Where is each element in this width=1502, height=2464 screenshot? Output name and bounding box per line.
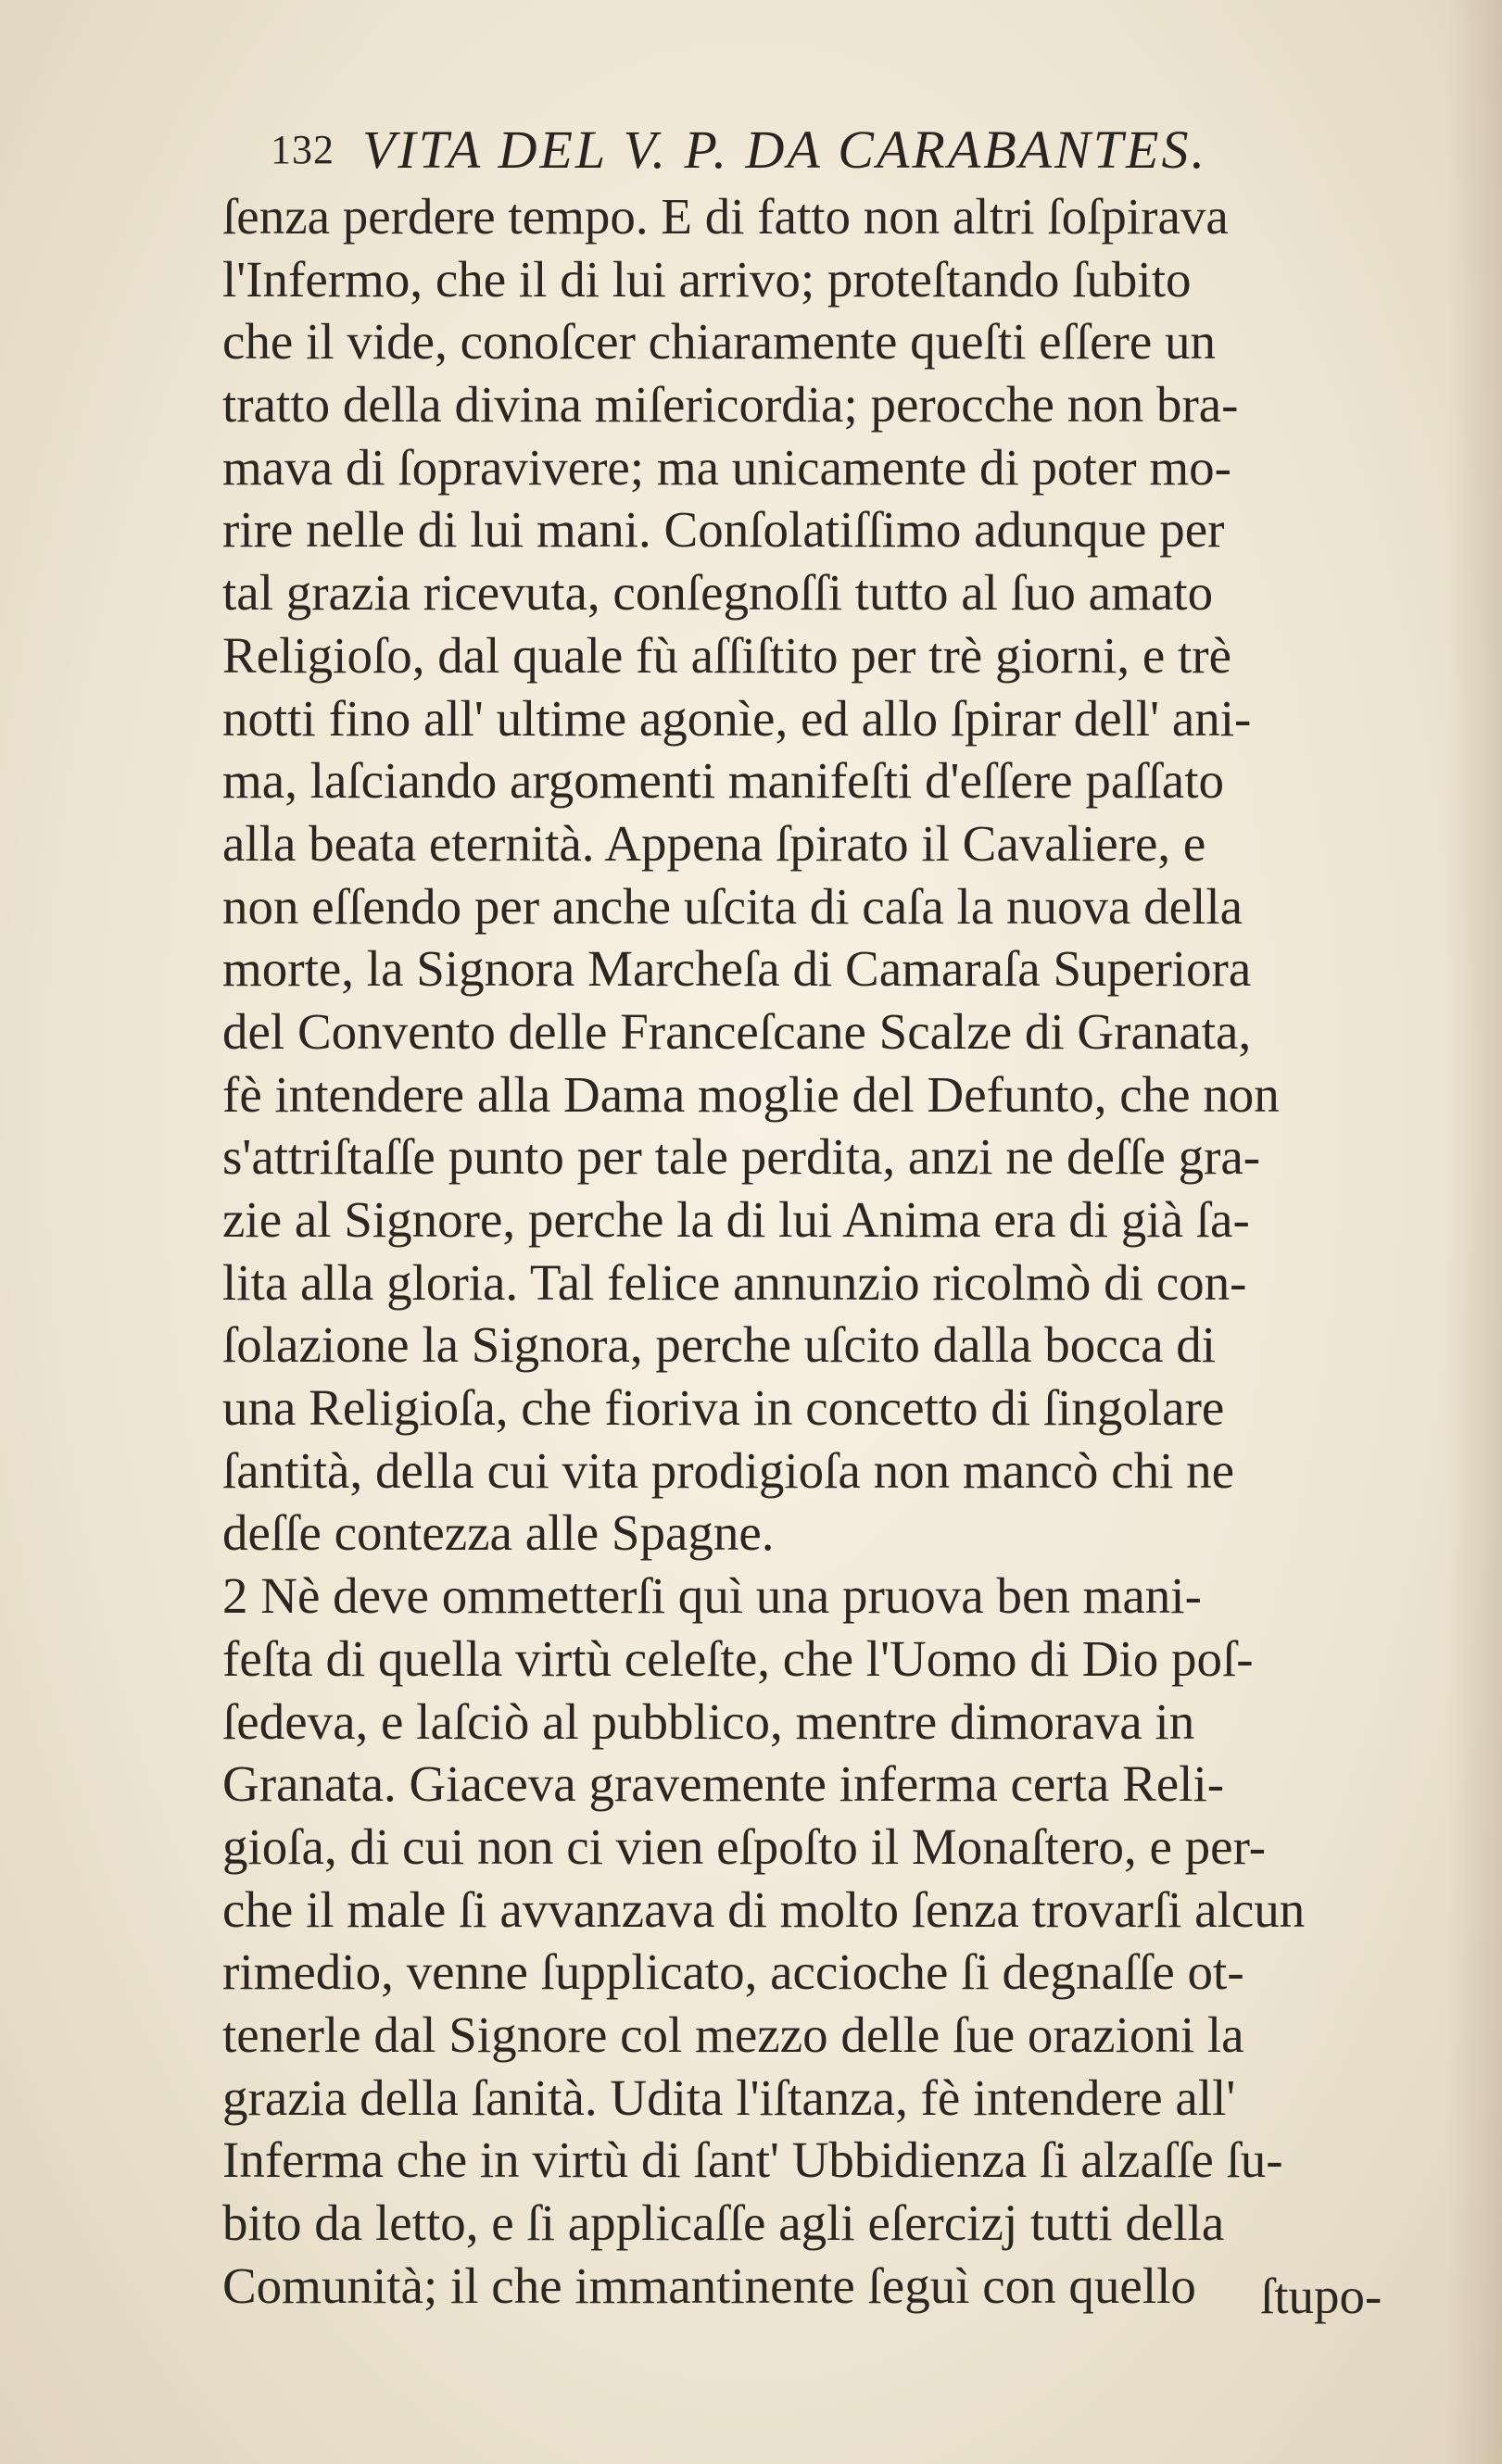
text-line: che il male ſi avvanzava di molto ſenza trovarſi alcun [222,1880,1306,1938]
text-line: ſantità, della cui vita prodigioſa non mancò chi ne [222,1441,1235,1499]
page-number: 132 [271,127,334,172]
paragraph-start-line: 2 Nè deve ommetterſi quì una pruova ben mani- [222,1567,1202,1625]
text-line: zie al Signore, perche la di lui Anima era di già ſa- [222,1191,1250,1248]
text-line: ſenza perdere tempo. E di fatto non altri ſoſpirava [222,188,1229,245]
text-line: non eſſendo per anche uſcita di caſa la nuova della [222,877,1243,935]
running-title: VITA DEL V. P. DA CARABANTES. [362,119,1207,180]
text-line: una Religioſa, che fioriva in concetto di ſingolare [222,1379,1225,1437]
text-line: l'Infermo, che il di lui arrivo; proteſtando ſubito [222,250,1192,308]
text-line: rimedio, venne ſupplicato, accioche ſi degnaſſe ot- [222,1943,1244,2001]
running-head [271,119,1475,185]
text-line: Granata. Giaceva gravemente inferma certa Reli- [222,1755,1225,1813]
text-line: ma, laſciando argomenti manifeſti d'eſſere paſſato [222,752,1224,810]
text-line: feſta di quella virtù celeſte, che l'Uomo di Dio poſ- [222,1629,1254,1687]
text-line: bito da letto, e ſi applicaſſe agli eſercizj tutti della [222,2194,1225,2251]
text-line: notti fino all' ultime agonìe, ed allo ſpirar dell' ani- [222,689,1252,747]
text-line: tal grazia ricevuta, conſegnoſſi tutto al ſuo amato [222,564,1214,622]
text-line: Comunità; il che immantinente ſeguì con quello [222,2257,1196,2314]
text-line: tenerle dal Signore col mezzo delle ſue orazioni la [222,2005,1244,2063]
text-line: s'attriſtaſſe punto per tale perdita, anzi ne deſſe gra- [222,1128,1261,1186]
text-line: ſolazione la Signora, perche uſcito dalla bocca di [222,1316,1217,1374]
text-line: Inferma che in virtù di ſant' Ubbidienza ſi alzaſſe ſu- [222,2131,1283,2189]
body-text [222,185,1483,2317]
text-line: deſſe contezza alle Spagne. [222,1504,775,1562]
text-line: Religioſo, dal quale fù aſſiſtito per trè giorni, e trè [222,626,1231,684]
text-line: del Convento delle Franceſcane Scalze di Granata, [222,1002,1252,1060]
text-line: gioſa, di cui non ci vien eſpoſto il Monaſtero, e per- [222,1817,1267,1875]
text-line: alla beata eternità. Appena ſpirato il Cavaliere, e [222,814,1206,872]
text-line: che il vide, conoſcer chiaramente queſti eſſere un [222,313,1216,371]
text-line: fè intendere alla Dama moglie del Defunto, che non [222,1065,1280,1123]
text-line: ſedeva, e laſciò al pubblico, mentre dimorava in [222,1692,1195,1750]
text-line: grazia della ſanità. Udita l'iſtanza, fè intendere all' [222,2068,1236,2126]
text-line: lita alla gloria. Tal felice annunzio ricolmò di con- [222,1253,1247,1311]
text-line: tratto della divina miſericordia; perocche non bra- [222,376,1239,434]
text-line: rire nelle di lui mani. Conſolatiſſimo adunque per [222,501,1225,559]
text-line: morte, la Signora Marcheſa di Camaraſa Superiora [222,940,1252,998]
catchword: ſtupo- [1260,2268,1382,2324]
text-line: mava di ſopravivere; ma unicamente di poter mo- [222,438,1231,496]
